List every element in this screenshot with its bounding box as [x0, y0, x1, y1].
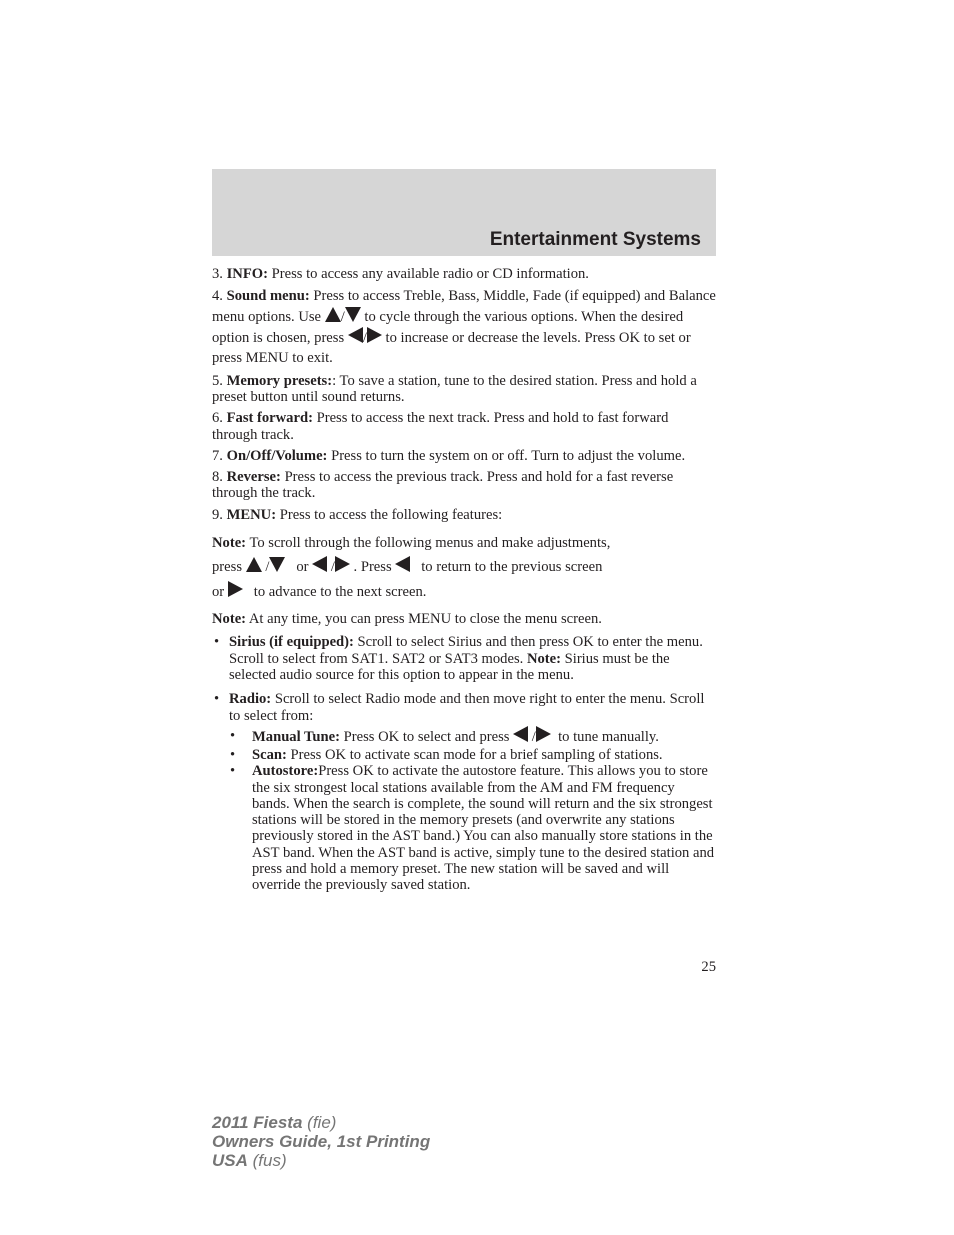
right-arrow-icon — [536, 726, 551, 742]
bullet-text: Sirius must be the selected audio source for this option to appear in the menu. — [229, 650, 670, 684]
note-text: At any time, you can press MENU to close the menu screen. — [248, 611, 602, 628]
section-header-bar — [212, 169, 716, 256]
note-label: Note: — [212, 611, 247, 628]
bullet-label: Sirius (if equipped): — [229, 634, 354, 651]
bullet-dot: • — [230, 763, 236, 780]
note-text: press — [212, 559, 242, 576]
item-text: to cycle through the various options. When the desired option is chosen, press — [212, 308, 684, 347]
item-number: 4. — [212, 288, 223, 305]
item-reverse — [212, 469, 716, 502]
up-arrow-icon — [325, 307, 341, 322]
footer-market-code: (fus) — [252, 1151, 287, 1170]
item-text: Press to access the previous track. Press and hold for a fast reverse through the track. — [212, 468, 674, 502]
slash: / — [362, 330, 367, 347]
note-text: or — [212, 583, 225, 600]
down-arrow-icon — [269, 557, 285, 572]
bullet-text: Scroll to select Radio mode and then move right to enter the menu. Scroll to select from: — [229, 691, 705, 724]
item-text: Press to access the following features: — [279, 507, 503, 524]
footer-model: 2011 Fiesta — [212, 1113, 303, 1132]
item-label: MENU: — [226, 507, 277, 524]
slash: / — [330, 559, 335, 576]
bullet-label: Radio: — [229, 691, 272, 708]
item-number: 8. — [212, 468, 223, 485]
sub-bullet-scan — [212, 747, 716, 763]
footer-guide: Owners Guide, 1st Printing — [212, 1132, 431, 1151]
item-number: 9. — [212, 507, 223, 524]
item-on-off-volume — [212, 448, 716, 464]
footer-imprint — [212, 1113, 430, 1170]
item-number: 5. — [212, 372, 223, 389]
note-text: To scroll through the following menus and make adjustments, — [249, 534, 611, 551]
item-info — [212, 266, 716, 282]
note-scroll — [212, 531, 716, 605]
item-text: Press to access Treble, Bass, Middle, Fade (if equipped) and Balance menu options. Use — [212, 288, 716, 325]
bullet-text: Press OK to activate the autostore feature. This allows you to store the six strongest local stations available from the AM and FM frequency bands. When the search is complete, the sound will return and the six strongest stations will be stored in the memory presets (and overwrite any stations previously stored in the AST band.) You can also manually store stations in the AST band. When the AST band is active, simply tune to the desired station and press and hold a memory preset. The new station will be saved and will override the previously saved station. — [252, 763, 715, 894]
right-arrow-icon — [367, 327, 382, 343]
item-fast-forward — [212, 410, 716, 443]
left-arrow-icon — [395, 556, 410, 572]
page-number: 25 — [701, 959, 716, 975]
note-text: or — [296, 559, 309, 576]
item-label: Reverse: — [226, 468, 281, 485]
slash: / — [265, 559, 270, 576]
note-label: Note: — [212, 534, 247, 551]
item-number: 3. — [212, 266, 223, 282]
item-label: INFO: — [226, 266, 268, 282]
item-label: Memory presets: — [226, 372, 333, 389]
bullet-radio — [212, 691, 716, 724]
footer-model-code: (fie) — [307, 1113, 337, 1132]
left-arrow-icon — [312, 556, 327, 572]
item-text: Press to access any available radio or CD information. — [271, 266, 589, 282]
bullet-label: Scan: — [252, 746, 287, 763]
page-content — [212, 266, 716, 894]
note-text: to return to the previous screen — [421, 559, 603, 576]
bullet-text: to tune manually. — [558, 728, 659, 745]
bullet-dot: • — [214, 691, 220, 708]
item-text: Press to turn the system on or off. Turn to adjust the volume. — [331, 447, 686, 464]
bullet-label: Manual Tune: — [252, 728, 341, 745]
item-label: Sound menu: — [226, 288, 310, 305]
bullet-sirius — [212, 634, 716, 683]
footer-market: USA — [212, 1151, 248, 1170]
item-menu — [212, 507, 716, 523]
item-sound-menu — [212, 287, 716, 368]
section-title: Entertainment Systems — [489, 229, 701, 250]
bullet-dot: • — [230, 746, 236, 763]
bullet-dot: • — [230, 727, 236, 744]
item-text: Press to access the next track. Press and hold to fast forward through track. — [212, 410, 669, 443]
item-label: Fast forward: — [226, 410, 313, 427]
sub-bullet-manual-tune — [212, 726, 716, 747]
item-number: 6. — [212, 410, 223, 427]
left-arrow-icon — [513, 726, 528, 742]
item-label: On/Off/Volume: — [226, 447, 328, 464]
note-menu-close — [212, 611, 716, 627]
bullet-dot: • — [214, 634, 220, 651]
right-arrow-icon — [228, 581, 243, 597]
sub-bullet-autostore — [212, 763, 716, 893]
slash: / — [340, 308, 345, 325]
item-memory-presets — [212, 373, 716, 406]
item-text: to increase or decrease the levels. Press OK to set or press MENU to exit. — [212, 330, 691, 366]
item-text: : To save a station, tune to the desired station. Press and hold a preset button until sound returns. — [212, 372, 697, 406]
bullet-label: Autostore: — [252, 763, 319, 780]
slash: / — [531, 728, 536, 745]
bullet-text: Press OK to select and press — [343, 728, 510, 745]
bullet-text: Press OK to activate scan mode for a brief sampling of stations. — [290, 746, 663, 763]
up-arrow-icon — [246, 557, 262, 572]
note-text: to advance to the next screen. — [253, 583, 427, 600]
note-text: . Press — [353, 559, 392, 576]
down-arrow-icon — [345, 307, 361, 322]
note-label: Note: — [526, 650, 561, 667]
item-number: 7. — [212, 447, 223, 464]
right-arrow-icon — [335, 556, 350, 572]
bullet-text: Scroll to select Sirius and then press OK to enter the menu. Scroll to select from SAT1. SAT2 or SAT3 modes. — [229, 634, 703, 667]
left-arrow-icon — [348, 327, 363, 343]
